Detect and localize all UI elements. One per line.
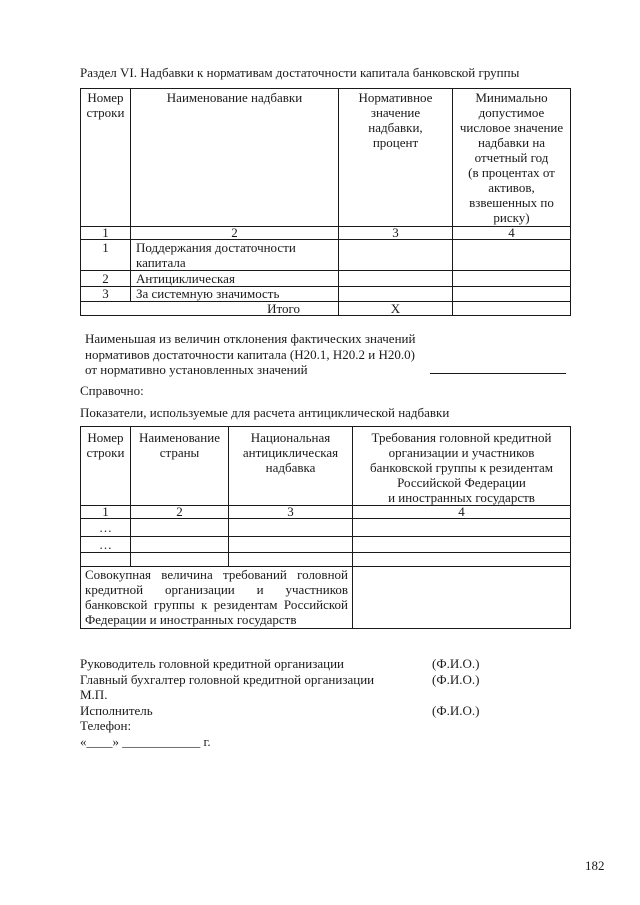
header-buffer-name [131,89,339,227]
header-line: надбавка [265,460,316,475]
normative-value-cell [339,240,453,271]
text-line: Антициклическая [136,271,235,286]
header-line: процент [372,135,419,150]
header-line: Нормативное [358,90,433,105]
text-line: Федерации и иностранных государств [85,612,297,627]
text-line: капитала [136,255,186,270]
countercyclical-table [80,426,571,629]
claims-cell [353,553,571,567]
header-line: допустимое [478,105,545,120]
page-number: 182 [585,858,605,873]
column-number: 3 [229,506,353,519]
header-line: страны [159,445,200,460]
column-number: 4 [353,506,571,519]
summary-value-cell [353,567,571,629]
table-header-row [81,427,571,506]
row-number: … [81,537,131,553]
claims-cell [353,537,571,553]
total-row [81,302,571,316]
header-row-number [81,427,131,506]
text-line: За системную значимость [136,286,280,301]
normative-value-cell [339,271,453,287]
total-label: Итого [81,302,339,316]
header-minimum-value [453,89,571,227]
buffer-name [131,271,339,287]
header-line: банковской группы к резидентам [369,460,553,475]
column-number: 2 [131,227,339,240]
header-line: Минимально [475,90,548,105]
text-line: нормативов достаточности капитала (Н20.1, Н20.2 и Н20.0) [85,346,415,362]
header-line: Национальная [250,430,331,445]
text-line: Совокупная величина требований головной [85,567,348,582]
national-buffer-cell [229,537,353,553]
header-line: Наименование [139,430,220,445]
table-row [81,537,571,553]
header-line: и иностранных государств [388,490,535,505]
national-buffer-cell [229,519,353,537]
table-row [81,271,571,287]
capital-buffers-table [80,88,571,316]
table-row [81,519,571,537]
country-name-cell [131,519,229,537]
text-line: от нормативно установленных значений [85,362,308,377]
total-normative-value: X [339,302,453,316]
summary-label [81,567,353,629]
signature-role: Главный бухгалтер головной кредитной организации [80,672,375,687]
column-numbers-row [81,227,571,240]
row-number-cell [81,553,131,567]
column-number: 1 [81,506,131,519]
signature-role: Руководитель головной кредитной организации [80,656,344,671]
summary-row [81,567,571,629]
header-line: активов, [488,180,535,195]
stamp-label: М.П. [80,687,108,702]
table-row [81,240,571,271]
header-line: Номер [87,430,124,445]
text-line: Поддержания достаточности [136,240,296,255]
header-line: значение [370,105,421,120]
row-number: … [81,519,131,537]
header-normative-value [339,89,453,227]
minimum-value-cell [453,240,571,271]
date-line: «____» ____________ г. [80,734,211,749]
fill-in-line [430,373,566,374]
table-header-row [81,89,571,227]
signature-name-placeholder: (Ф.И.О.) [432,672,480,687]
table-row [81,287,571,302]
header-line: Российской Федерации [397,475,526,490]
column-numbers-row [81,506,571,519]
executor-name-placeholder: (Ф.И.О.) [432,703,480,718]
header-national-buffer [229,427,353,506]
header-line: Наименование надбавки [166,90,303,105]
header-row-number [81,89,131,227]
buffer-name [131,287,339,302]
countercyclical-table-title: Показатели, используемые для расчета антициклической надбавки [80,405,450,420]
column-number: 4 [453,227,571,240]
header-line: строки [86,445,125,460]
header-line: числовое значение [459,120,564,135]
header-line: антициклическая [242,445,339,460]
signature-name-placeholder: (Ф.И.О.) [432,656,480,671]
header-line: взвешенных по [469,195,554,210]
reference-label: Справочно: [80,383,144,398]
column-number: 3 [339,227,453,240]
header-line: риску) [493,210,530,225]
national-buffer-cell [229,553,353,567]
header-line: надбавки, [368,120,423,135]
column-number: 1 [81,227,131,240]
country-name-cell [131,537,229,553]
column-number: 2 [131,506,229,519]
row-number: 1 [81,240,131,271]
header-line: надбавки на [477,135,546,150]
header-line: строки [86,105,125,120]
table-row [81,553,571,567]
header-line: (в процентах от [468,165,555,180]
country-name-cell [131,553,229,567]
normative-value-cell [339,287,453,302]
buffer-name [131,240,339,271]
header-line: Номер [87,90,124,105]
header-line: отчетный год [474,150,549,165]
header-country-name [131,427,229,506]
total-minimum-cell [453,302,571,316]
phone-label: Телефон: [80,718,132,733]
executor-role: Исполнитель [80,703,153,718]
min-deviation-text [85,331,415,378]
minimum-value-cell [453,271,571,287]
minimum-value-cell [453,287,571,302]
row-number: 2 [81,271,131,287]
header-claims [353,427,571,506]
text-line: Наименьшая из величин отклонения фактических значений [85,331,416,346]
claims-cell [353,519,571,537]
header-line: Требования головной кредитной [371,430,552,445]
text-line: банковской группы к резидентам Российской [85,597,348,612]
section-title: Раздел VI. Надбавки к нормативам достаточности капитала банковской группы [80,65,520,80]
text-line: кредитной организации и участников [85,582,348,597]
row-number: 3 [81,287,131,302]
header-line: организации и участников [388,445,535,460]
